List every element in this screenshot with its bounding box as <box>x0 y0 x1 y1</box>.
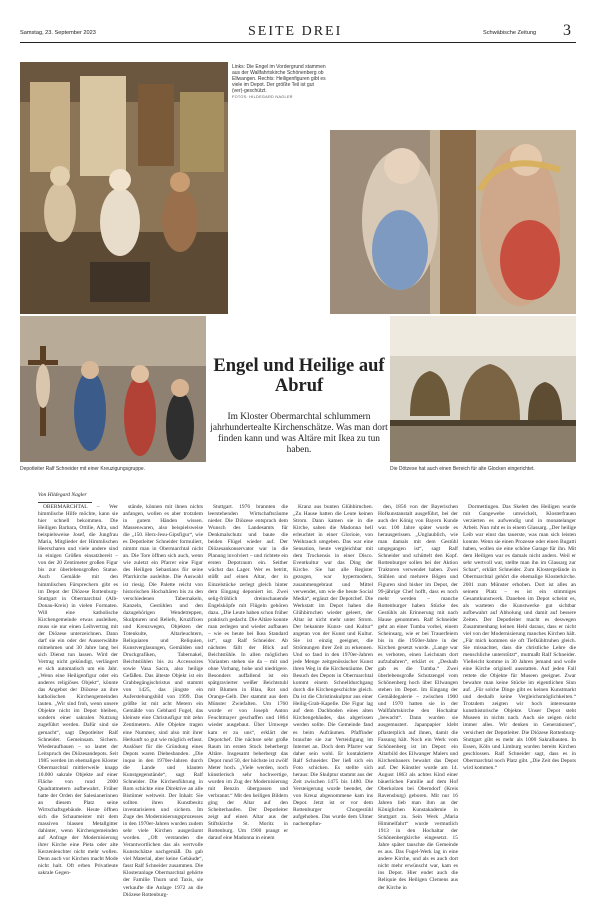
column-4-text: Kranz aus bunten Glühbirnchen. „Zu Hause hatten die Leute keinen Strom. Dann kamen sie in die Kirche, sahen die Madonna hell erleuchtet in einer Glorioie, von Weihrauch umgeben. Das war eine Sensation, heute vergleichbar mit dem Trockensis in einer Disco. Eventkultur war das Ding der Kirche. Sie hat alle Register gezogen, war hypermodern, zusammengebraut und Mittel verwendet, um wie die heute Social Media“, ergänzt der Depotchef. Die Werkstatt im Depot haben die Glühbirnchen wieder geleert, der Altar ist nicht mehr unter Strom. Der bekannte Kunst- und Kultur“ angetan von der Kunst und Kultur. Sie ist einzig geeignet, die Strömungen ihrer Zeit zu erkennen. Und so fand in den 1970er-Jahren jede Menge zeitgenössischer Kunst ihren Weg in die Kirchenräume. Der Besuch des Depots in Obermarchtal kommt einem Schnelldurchgang durch die Kirchengeschichte gleich. Da ist die Christinskulptur aus einer Heilig-Grab-Kapelle. Die Figur lag auf dem Dachboden eines alten Kirchengebäudes, das abgerissen werden sollte. Die Gemeinde fand es beim Aufräumen. Pfaffinder brauchte sie zur Verteidigung im Internet an. Doch dem Pfarrer war daher sein wohl. Er kontaktierte Ralf Schneider. Der ließ sich ein Foto schicken. Es stellte sich heraus: Die Skulptur stammt aus der Zeit zwischen 1475 bis 1480. Die Versteigerung wurde beendet, der von Kreuz abgenommene kam ins Depot. Jetzt ist er vor dem Rottenburger Chorgestühl aufgehoben. Das wurde dem Ulmer nachempfun- <box>293 504 373 828</box>
section-title: SEITE DREI <box>248 24 343 39</box>
article-column-4 <box>293 504 373 848</box>
article-headline: Engel und Heilige auf Abruf <box>213 356 385 396</box>
photo-depot-room <box>20 62 228 314</box>
masthead-rule <box>20 42 576 43</box>
photo-ralf-schneider <box>20 316 206 462</box>
article-deck: Im Kloster Obermarchtal schlummern jahrhundertealte Kirchenschätze. Was man dort finden kann und was Altäre mit Ikea zu tun haben. <box>210 412 388 455</box>
article-column-2 <box>123 504 203 898</box>
article-column-6 <box>463 504 576 848</box>
caption-angels: Links: Die Engel im Vordergrund stammen aus der Wallfahrtskirche Schönenberg ob Ellwangen. Rechts: Heiligenfiguren gibt es viele im Depot. Der größte Teil ist gut (ver)-geschützt. <box>232 64 326 94</box>
column-1-text: OBERMARCHTAL – Wer himmlische Hilfe möchte, kann sie hier schnell bekommen. Die Heiligen Barbara, Ottilie, Afra, und beispielsweise Josef, die Jungfrau Maria, Mitglieder der Himmlischen Heerscharen und viele andere sind in einigen Größen einsatzbereit – von der 20 Zentimeter großen Figur bis zur überlebensgroßen Statue. Auch Gemälde mit den himmlischen Fürsprechern gibt es im Depot der Diözese Rottenburg-Stuttgart in Obermarchtal (Alb-Donau-Kreis) in vielen Formaten. Will eine katholische Kirchengemeinde etwas ausleihen, muss sie nur einen Leihvertrag mit der Diözese unterzeichnen. Dann darf sie ein oder der Ausserwählte mitnehmen und 30 Jahre lang bei sich Dienst tun lassen. Wird der Vertrag nicht gekündigt, verlängert er sich automatisch um ein Jahr. „Wenn eine Heiligenfigur oder ein anderes religiöses Objekt“, könnte das Angebot der Diözese an ihre katholischen Kirchengemeinden lauten. „Wir sind froh, wenn unsere Objekte nicht im Depot bleiben, sondern einer sakralen Nutzung zugeführt werden. Dafür sind sie gemacht“, sagt Depotleiter Ralf Schneider. Gemeinsam. Sichern. Wiederaufbauen – so lautet der Leitspruch des Diözesandepots. Seit 1985 werden im ehemaligen Kloster Obermarchtal mittlerweile knapp 10.000 sakrale Objekte auf einer Fläche von rund 2000 Quadratmetern aufbewahrt. Früher hatte der Orden der Salesianerinnen an diesem Platz seine Wirtschaftsgebäude. Heute öffnen sich die Schaumeister mit dem massiven blassen Metallgitter dahinter, wenn Kirchengemeinden auf Anfrage der Modernisierung ihrer Kirche eine Pieta oder alte Kerzenleuchter nicht mehr wollen. Denn auch vor Kirchen macht Mode nicht halt. Oft erben Privatleute sakrale Gegen- <box>38 504 118 877</box>
photo-angel-statues <box>330 130 576 314</box>
page-number: 3 <box>563 22 571 39</box>
newspaper-name: Schwäbische Zeitung <box>483 30 537 36</box>
column-5-text: den, 1856 von der Bayerischen Hofkunstanstalt ausgeführt, bei der auch der König von Bayern Kunde war. 100 Jahre später wurde es herausgerissen. „Unglaublich, wie man damals mit dem Gestühl umgegangen ist“, sagt Ralf Schneider und schüttelt den Kopf. Rottenburger sollen bei der Aktion Traktoren verwendet haben. Zwei Stühlen und mehrere Bögen und Figuren sind bisher im Depot, der 99-jährige Chef hofft, dass es noch mehr werden – manche Rottenburger haben Stücke des Gestühls als Erinnerung mit nach Hause genommen. Ralf Schneider geht an einer Tumba vorbei, einem Scheinsarg, wie er bei Trauerfeiern bis in die 1950er-Jahre in der Kirchen gesetzt wurde. „Lange war es verboten, einen Leichnam dort aufzubahren“, erklärt er. „Deshalb gab es die Tumba.“ Zwei überlebensgroße Schutzengel vom Schönenberg hoch über Ellwangen stehen im Depot. Im Eingang der Gemäldegalerie – zwischen 1900 und 1970 hatten sie in der Wallfahrtskirche den Hochaltar „bewacht“. Dann wurden sie ausgemustert. Japanpapier klebt pflasterplich auf ihnen, damit die Fassung hält. Noch ein Werk vom Schönenberg ist im Depot: ein Altarbild des Ellwanger Malers und Kirchenbauers bewahrt das Depot auf. Der Künstler wurde am 14. August 1863 als achtes Kind einer bäuerlichen Familie auf dem Hof Oberkolzen bei Oberndorf (Kreis Ravensburg) geboren. Mit nur 16 Jahren lieb man ihm an der Königlichen Kunstakademie in Stuttgart zu. Sein Werk „Maria Himmelfahrt“ wurde vermutlich 1913 in den Hochaltar der Schönenbergkirche eingesetzt. 15 Jahre später tauschte die Gemeinde es aus. Das Fugel-Werk lag in eine andere Kirche, und als es auch dort nicht mehr erwünscht war, kam es ins Depot. Hier endet auch die Reliquie des Heiligen Clemens aus der Kirche in <box>378 504 458 891</box>
column-6-text: Dormettingen. Das Skelett des Heiligen wurde mit Gangewebe umwickelt, Klosterfrauen verzierten es aufwendig und in monatelanger Arbeit. Nun ruht es in einem Glassarg. „Der heilige Leib war einst das tauerste, was man sich leisten konnte. Wenn sie einen Prozesse oder einen Bugatti haben, wollen sie eine schöne Garage für ihn. Mit dem Heiligen war es damals nicht anders. Weil er sehr wertvoll war, stellte man ihn im Glassarg zur Schau“, erklärt Schneider. Zum Klostergelände in Obermarchtal gehört die ehemalige Klosterkirche. 2001 zum Münster erhoben. Dort ist alles an seinem Platz – es ist ein stimmiges Gesamtkunstwerk. Daneben im Depot scheint es, als warteten die Kunstwerke gut sichtbar aufbewahrt auf Abholung und damit auf bessere Zeiten. Der Depotleiter macht es deswegen Zusammenhang keinen Hehl daraus, dass er nicht viel von der Modernisierung manches Kirchen hält. „Für mich kommen sie oft Tiefkühltruhen gleich. Sie missachtet, dass die christliche Lehre die menschliche unterstützt“, mutmaßt Ralf Schneider. Vielleicht komme in 30 Jahren jemand und wolle eine Kirche originell ausstatten. Auf jeden Fall rettete die Objekte für Museen geeignet. Zwar bewahre man keine Stücke im eigentlichen Sinn auf. „Für solche Dinge gibt es keinen Kunstmarkt und deshalb keine Vergleichsmöglichkeiten.“ Trotzdem zeigten wir hoch interessante kunsthistorische Objekte. Unser Depot steht Museen in nichts nach. Auch sie zeigen nicht immer alles. Wir denken in Generationen“, versichert der Depotleiter. Die Diözese Rottenburg-Stuttgart gibt es mehr als 1000 Sakralbauten. In Essen, Köln und Limburg wurden bereits Kirchen geschlossen. Ralf Schneider sagt, dass es in Obermarchtal noch Platz gibt. „Die Zeit des Depots wird kommen.“ <box>463 504 576 771</box>
photo-credit: FOTOS: HILDEGARD NAGLER <box>232 95 293 99</box>
caption-ralf-schneider: Depotleiter Ralf Schneider mit einer Kreuzigungsgruppe. <box>20 466 146 472</box>
article-author: Von Hildegard Nagler <box>38 492 87 498</box>
article-column-1 <box>38 504 118 877</box>
article-column-3 <box>208 504 288 848</box>
column-2-text: stände, können mit ihnen nichts anfangen, wollen es aber trotzdem in gutem Händen wissen. Massenwaren, also beispielsweise die „150. Herz-Jesu-Gipsfigur“, wie es Depotleiter Schneider formuliert, nimmt man in Obermarchtal nicht an. Die Tore öffnen sich auch, wenn wie zuletzt ein Pfarrer eine Figur des Heiligen Sebastians für seine Pfarrkirche ausleihte. Die Auswahl ist riesig. Die Palette reicht von historischen Hochaltären bis zu den verschiedenen Tabernakeln, Kanzeln, Gestühlen und den dazugehörigen Wendetreppen, Skulpturen und Reliefs, Kruzifixen und Kreuzwegen, Objekten der Totenkulte, Altarleuchtern, Reliquiaren und Reliquien, Kunstverglasungen, Gemälden und Druckgrafiken, Tabernakel, Beichtstühlen bis zu Accessoires sowie Vasa Sacra, also heilige Gefäßen. Das älteste Objekt ist ein Grabbegängischristus und stammt von 1425, das jüngste ein Auferstehungsbild von 1999. Das größte ist mit acht Metern ein Gemälde von Gebhard Fugel, das kleinste eine Christusfigur mit zehn Zentimetern. Alle Objekte tragen eine Nummer, sind also mit ihrer Herkunft so gut wie möglich erfasst. Auslöser für die Gründung eines Depots waren Diebesbanden. „Die inquo in den 1970er-Jahren durch die Lande und klauten Kunstgegenstände“, sagt Ralf Schneider. Die Kirchenführung in Rom schickte eine Direktive an alle Bistümer weltweit. Der Inhalt: Sie sollten ihren Kunstbesitz inventarisieren und sichern. Im Zuge des Modernisierungsprozesses in den 1970er-Jahren wurden zudem sehr viele Kirchen ausgeräumt worden. „Oft verstanden die Verantwortlichen das als wertvolle Kunstschätze nachgemäß. Da gab viel Material, aber keine Gebäude“, fasst Ralf Schneider zusammen. Die Klosteranlage Obermarchtal gehörte der Familie Thurn und Taxis, sie verkaufte die Anlage 1972 an die Diözese Rottenburg- <box>123 504 203 898</box>
author-rule <box>38 502 92 503</box>
issue-date: Samstag, 23. September 2023 <box>20 30 96 36</box>
column-3-text: Stuttgart. 1976 brannten die leerstehenden Wirtschaftsräume nieder. Die Diözese entsprach dem Wunsch des Landesamts für Denkmalschutz und baute die beiden Flügel wieder auf. Der Diözesankonservator war in die Planung involviert – und richtete ein ersten Depotraum ein. Seither wächst das Lager. Wer es betritt, stößt auf einen Altar, der in Einzelstücke zerlegt gleich hinter dem Eingang deponiert ist. Zwei selig-fröhlich dreinschauende Engelsköpfe mit Flügeln gehören dazu. „Die Leute haben schon früher praktisch gedacht. Die Altäre konnte man zerlegen und wieder aufbauen – wie es heute bei Ikea Standard ist“, sagt Ralf Schneider. Ab nächstes fällt der Blick auf Beichtstühle. In allen möglichen Varianten stehen sie da – mit und ohne Vorhang, hohe und niedrigere. Besonders auffallend ist ein spätgravierter weißer Beichtstuhl mit Blumen in Blau, Rot und Orange-Gelb. Der stammt aus dem Münster Zwiefalten. Um 1760 wurde er von Joseph Anton Feuchtmayer geschaffen und 1864 wieder ausgebaut. Über Umwege kam er zu uns“, erklärt der Depotchef. Die nächste sehr große Raum im ersten Stock beherbergt Altäre. Insgesamt beherbergt das Depot rund 50, der höchste ist zwölf Meter hoch. „Viele werden, noch künstlerisch sehr hochwertige, wurden im Zug der Modernisierung mit Benzin übergossen und verbrannt.“ Mit den heiligen Bildern ging der Altar auf den Scheiterhaufen. Der Depotleiter zeigt auf einen Altar aus der Stiftskirche St. Moritz in Rottenburg. Um 1900 prangt er darauf eine Madonna in einem <box>208 504 289 842</box>
photo-bells <box>390 316 576 462</box>
article-column-5 <box>378 504 458 891</box>
caption-bells: Die Dötzese hat auch einen Bereich für alte Glocken eingerichtet. <box>390 466 535 472</box>
